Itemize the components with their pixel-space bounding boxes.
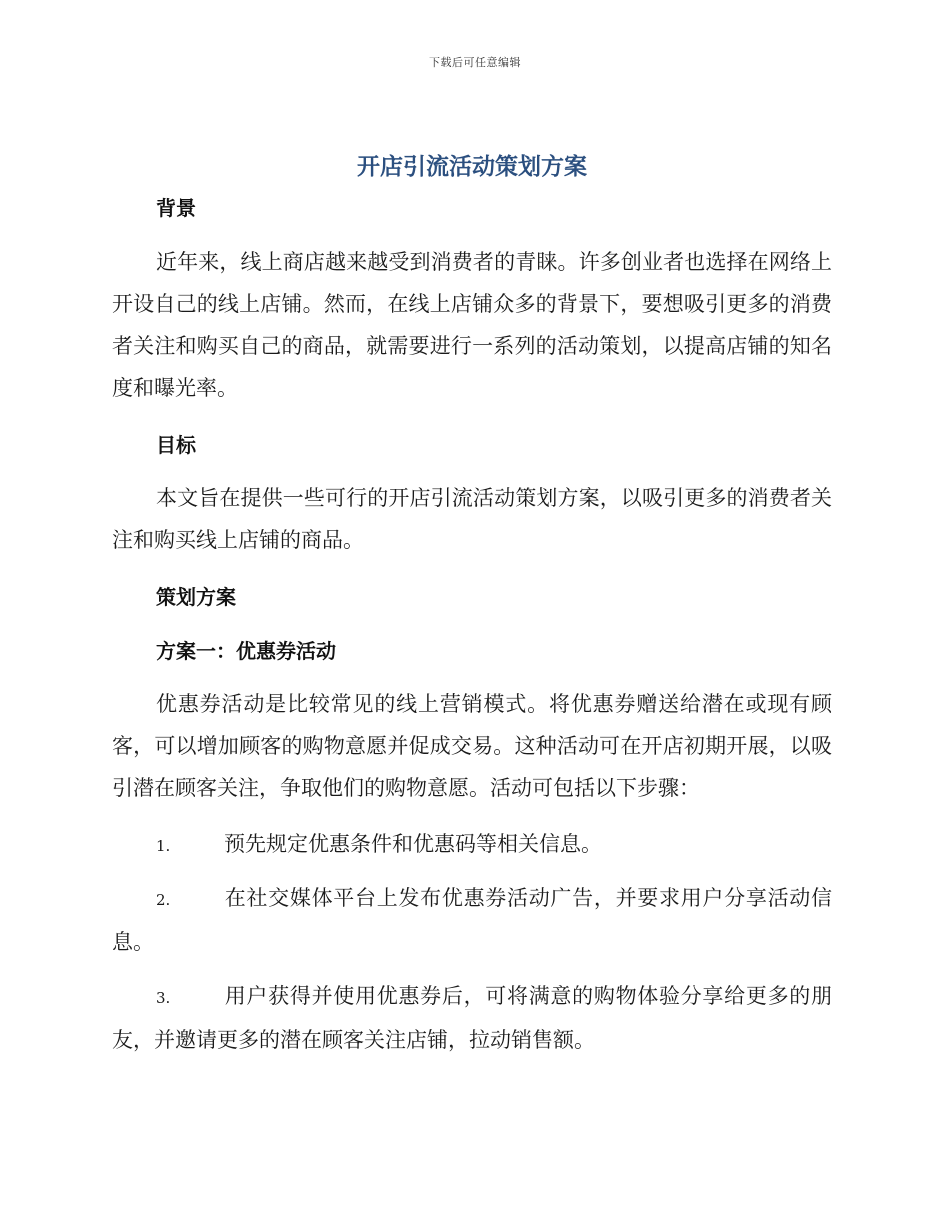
list-text: 预先规定优惠条件和优惠码等相关信息。 (224, 832, 602, 856)
paragraph-plan-one: 优惠券活动是比较常见的线上营销模式。将优惠券赠送给潜在或现有顾客，可以增加顾客的购物意愿并促成交易。这种活动可在开店初期开展，以吸引潜在顾客关注，争取他们的购物意愿。活动可包括以下步骤： (112, 692, 832, 800)
list-number: 1. (156, 837, 171, 855)
heading-plan: 策划方案 (156, 585, 236, 609)
list-item-step-3 (112, 975, 832, 1061)
list-item-step-2 (112, 877, 832, 963)
heading-plan-one: 方案一：优惠券活动 (156, 639, 336, 663)
document-title: 开店引流活动策划方案 (357, 154, 587, 180)
list-text: 在社交媒体平台上发布优惠券活动广告，并要求用户分享活动信息。 (112, 886, 832, 954)
list-text: 用户获得并使用优惠券后，可将满意的购物体验分享给更多的朋友，并邀请更多的潜在顾客关注店铺，拉动销售额。 (112, 984, 832, 1052)
paragraph-background: 近年来，线上商店越来越受到消费者的青睐。许多创业者也选择在网络上开设自己的线上店铺。然而，在线上店铺众多的背景下，要想吸引更多的消费者关注和购买自己的商品，就需要进行一系列的活动策划，以提高店铺的知名度和曝光率。 (112, 250, 832, 400)
header-note: 下载后可任意编辑 (429, 56, 521, 69)
heading-background: 背景 (156, 196, 196, 220)
list-number: 2. (156, 891, 171, 909)
paragraph-goal: 本文旨在提供一些可行的开店引流活动策划方案，以吸引更多的消费者关注和购买线上店铺的商品。 (112, 486, 832, 552)
list-item-step-1 (112, 823, 832, 867)
list-number: 3. (156, 989, 171, 1007)
heading-goal: 目标 (156, 433, 196, 457)
